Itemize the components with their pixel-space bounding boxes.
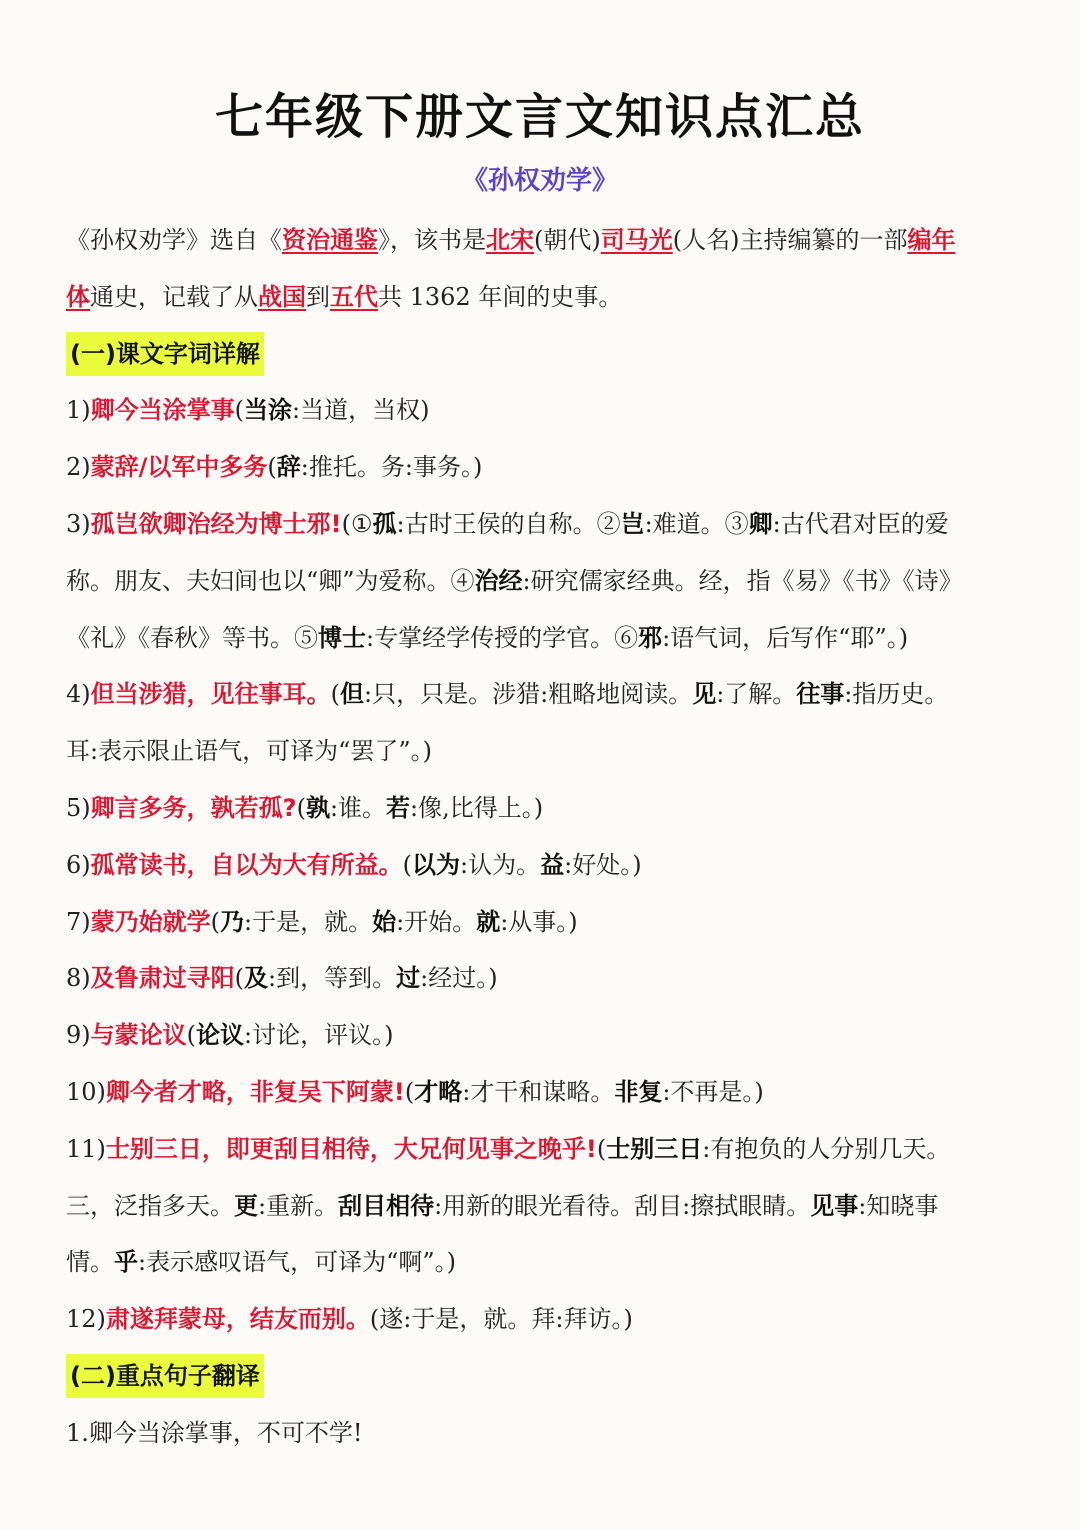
list-item-9 [66, 1007, 1022, 1064]
term: 当涂 [244, 396, 293, 425]
term: 益 [540, 850, 565, 879]
list-item-12 [66, 1291, 1022, 1348]
list-item-3-cont [66, 553, 1022, 610]
section-label: (一)课文字词详解 [66, 332, 264, 376]
paren: ( [404, 1077, 415, 1106]
quote: 蒙辞/以军中多务 [90, 453, 268, 482]
term: 更 [234, 1191, 258, 1220]
term: 及 [244, 964, 269, 993]
list-item-4-cont [66, 723, 1022, 780]
list-item-5 [66, 780, 1022, 837]
keyword: 体 [66, 282, 90, 311]
intro-text: 《孙权劝学》选自《 [66, 226, 282, 254]
paren: ( [210, 907, 221, 936]
definition: :语气词，后写作“耶”。) [662, 623, 909, 652]
term: 但 [340, 680, 365, 709]
term: 士别三日 [606, 1134, 703, 1163]
definition: :有抱负的人分别几天。 [702, 1134, 951, 1163]
list-item-7 [66, 894, 1022, 951]
definition: 称。朋友、夫妇间也以“卿”为爱称。④ [66, 566, 475, 595]
term: 就 [476, 907, 501, 936]
intro-text: 到 [306, 282, 330, 311]
item-number: 10) [66, 1077, 106, 1106]
definition: :认为。 [460, 850, 541, 879]
term: 才略 [414, 1077, 463, 1106]
definition: :表示感叹语气，可译为“啊”。) [138, 1248, 456, 1277]
quote: 与蒙论议 [90, 1021, 187, 1050]
term: 往事 [796, 680, 845, 709]
definition: 耳:表示限止语气，可译为“罢了”。) [66, 737, 432, 766]
content-body [66, 212, 1022, 1462]
item-number: 3) [66, 509, 91, 538]
definition: :推托。务:事务。) [300, 453, 483, 482]
definition: :才干和谋略。 [462, 1077, 615, 1106]
item-number: 1) [66, 396, 91, 425]
item-number: 11) [66, 1134, 106, 1163]
quote: 但当涉猎，见往事耳。 [90, 680, 331, 709]
definition: :研究儒家经典。经，指《易》《书》《诗》 [522, 566, 963, 595]
paren: (① [341, 509, 373, 538]
definition: :古时王侯的自称。② [396, 509, 621, 538]
definition: :用新的眼光看待。刮目:擦拭眼睛。 [434, 1191, 811, 1220]
definition: :指历史。 [844, 680, 949, 709]
list-item-3-cont [66, 610, 1022, 667]
quote: 卿言多务，孰若孤? [90, 793, 297, 822]
intro-text: 共 1362 年间的史事。 [378, 282, 623, 311]
keyword: 五代 [330, 282, 378, 311]
term: 治经 [474, 566, 523, 595]
definition: 情。 [66, 1248, 114, 1277]
section-heading-1 [66, 326, 1022, 383]
definition: :当道，当权) [292, 396, 430, 425]
definition: 三，泛指多天。 [66, 1191, 234, 1220]
definition: :开始。 [396, 907, 477, 936]
intro-line-2 [66, 269, 1022, 326]
term: 乃 [220, 907, 245, 936]
definition: :专掌经学传授的学官。⑥ [366, 623, 639, 652]
sentence-text: 1.卿今当涂掌事，不可不学! [66, 1418, 363, 1447]
paren: ( [402, 850, 413, 879]
term: 邪 [638, 623, 663, 652]
definition: :于是，就。 [244, 907, 373, 936]
definition: 《礼》《春秋》等书。⑤ [66, 623, 318, 652]
paren: ( [296, 793, 306, 822]
list-item-11-cont [66, 1178, 1022, 1235]
quote: 肃遂拜蒙母，结友而别。 [105, 1305, 370, 1334]
keyword: 资治通鉴 [282, 226, 378, 254]
definition: :像,比得上。) [410, 793, 544, 822]
item-number: 5) [66, 793, 91, 822]
definition: :知晓事 [858, 1191, 939, 1220]
term: 论议 [196, 1021, 245, 1050]
paren: ( [234, 964, 245, 993]
keyword: 战国 [258, 282, 306, 311]
paren: ( [234, 396, 245, 425]
intro-text: (人名)主持编纂的一部 [672, 226, 908, 254]
paren: ( [267, 453, 277, 482]
intro-text: 》，该书是 [378, 226, 486, 254]
term: 博士 [318, 623, 366, 652]
section-label: (二)重点句子翻译 [66, 1354, 264, 1398]
term: 始 [372, 907, 397, 936]
term: 若 [386, 793, 411, 822]
definition: :难道。③ [644, 509, 749, 538]
list-item-10 [66, 1064, 1022, 1121]
item-number: 4) [66, 680, 91, 709]
quote: 孤岂欲卿治经为博士邪! [90, 509, 342, 538]
section-heading-2 [66, 1348, 1022, 1405]
definition: :从事。) [500, 907, 578, 936]
item-number: 9) [66, 1021, 91, 1050]
term: 刮目相待 [338, 1191, 435, 1220]
term: 孰 [305, 793, 330, 822]
list-item-2 [66, 439, 1022, 496]
list-item-11 [66, 1121, 1022, 1178]
term: 过 [396, 964, 421, 993]
quote: 蒙乃始就学 [90, 907, 211, 936]
translation-sentence-1 [66, 1405, 1022, 1462]
term: 非复 [614, 1077, 663, 1106]
list-item-11-cont [66, 1234, 1022, 1291]
item-number: 8) [66, 964, 91, 993]
definition: :古代君对臣的爱 [772, 509, 949, 538]
term: 见 [692, 680, 717, 709]
intro-line-1 [66, 212, 1022, 269]
term: 乎 [114, 1248, 138, 1277]
intro-text: (朝代) [534, 226, 601, 254]
list-item-3 [66, 496, 1022, 553]
quote: 卿今者才略，非复吴下阿蒙! [105, 1077, 405, 1106]
list-item-6 [66, 837, 1022, 894]
term: 见事 [810, 1191, 859, 1220]
item-number: 6) [66, 850, 91, 879]
page-title: 七年级下册文言文知识点汇总 [214, 89, 865, 145]
term: 辞 [276, 453, 301, 482]
term: 孤 [372, 509, 397, 538]
quote: 孤常读书，自以为大有所益。 [90, 850, 403, 879]
item-number: 2) [66, 453, 91, 482]
keyword: 司马光 [600, 226, 673, 254]
quote: 及鲁肃过寻阳 [90, 964, 235, 993]
definition: :了解。 [716, 680, 797, 709]
definition: :谁。 [329, 793, 387, 822]
page-subtitle: 《孙权劝学》 [461, 166, 618, 196]
definition: :好处。) [564, 850, 642, 879]
paren: ( [330, 680, 341, 709]
item-number: 7) [66, 907, 91, 936]
term: 卿 [748, 509, 773, 538]
list-item-1 [66, 382, 1022, 439]
item-number: 12) [66, 1305, 106, 1334]
term: 以为 [412, 850, 461, 879]
definition: :重新。 [258, 1191, 339, 1220]
definition: :讨论，评议。) [244, 1021, 394, 1050]
intro-text: 通史，记载了从 [90, 282, 258, 311]
keyword: 编年 [907, 226, 956, 254]
list-item-8 [66, 950, 1022, 1007]
definition: (遂:于是，就。拜:拜访。) [369, 1305, 633, 1334]
quote: 士别三日，即更刮目相待，大兄何见事之晚乎! [105, 1134, 597, 1163]
definition: :不再是。) [662, 1077, 764, 1106]
quote: 卿今当涂掌事 [90, 396, 235, 425]
definition: :只，只是。涉猎:粗略地阅读。 [364, 680, 693, 709]
definition: :经过。) [420, 964, 498, 993]
paren: ( [596, 1134, 607, 1163]
paren: ( [186, 1021, 197, 1050]
list-item-4 [66, 666, 1022, 723]
definition: :到，等到。 [268, 964, 397, 993]
term: 岂 [620, 509, 645, 538]
keyword: 北宋 [486, 226, 534, 254]
